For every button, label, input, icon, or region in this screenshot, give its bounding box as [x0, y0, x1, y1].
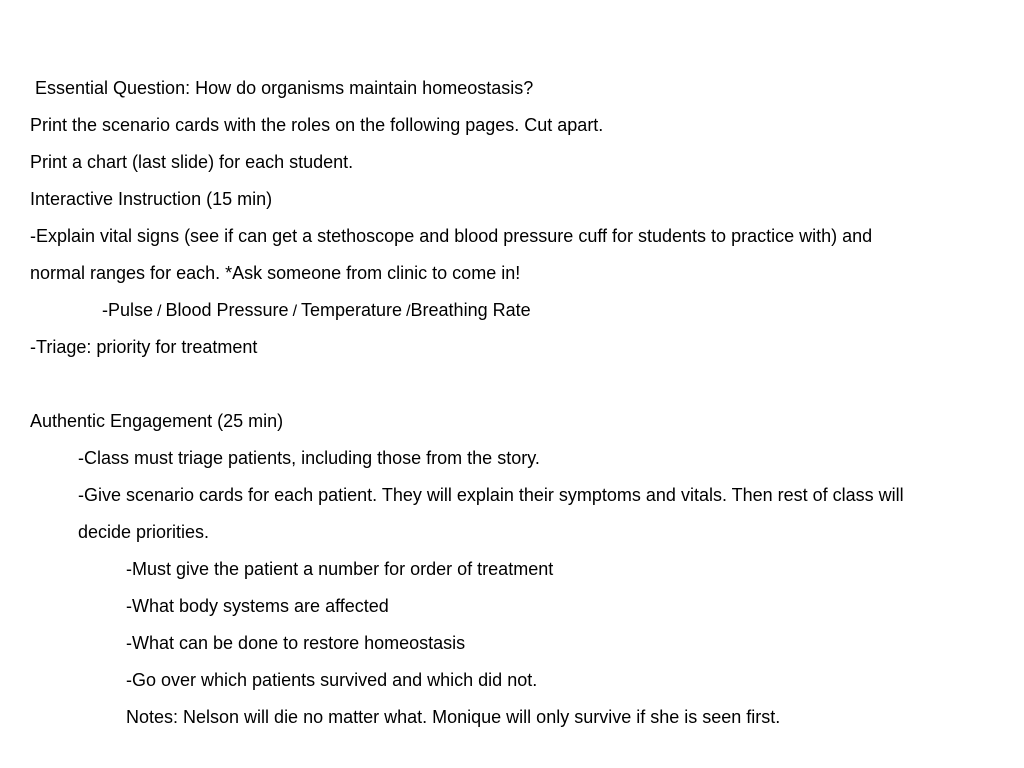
- print-chart-instruction: Print a chart (last slide) for each student.: [30, 152, 354, 172]
- sub-item: -Go over which patients survived and which did not.: [126, 670, 538, 690]
- vital-separator: /: [157, 303, 162, 320]
- sub-item: -Must give the patient a number for order of treatment: [126, 559, 554, 579]
- print-cards-instruction: Print the scenario cards with the roles on the following pages. Cut apart.: [30, 115, 604, 135]
- triage-definition: -Triage: priority for treatment: [30, 337, 258, 357]
- vital-temperature: Temperature: [301, 300, 403, 320]
- class-triage-instruction: -Class must triage patients, including those from the story.: [78, 448, 540, 468]
- interactive-instruction-heading: Interactive Instruction (15 min): [30, 189, 273, 209]
- notes: Notes: Nelson will die no matter what. Monique will only survive if she is seen first.: [126, 707, 781, 727]
- vital-separator: /: [292, 303, 298, 320]
- vital-signs-line-1: -Explain vital signs (see if can get a stethoscope and blood pressure cuff for students to practice with) and: [30, 226, 873, 246]
- vital-signs-list: [102, 299, 531, 323]
- sub-item: -What can be done to restore homeostasis: [126, 633, 466, 653]
- authentic-engagement-heading: Authentic Engagement (25 min): [30, 411, 284, 431]
- scenario-cards-line-1: -Give scenario cards for each patient. They will explain their symptoms and vitals. Then rest of class will: [78, 485, 904, 505]
- vital-separator: /: [406, 303, 411, 320]
- vital-blood-pressure: Blood Pressure: [165, 300, 289, 320]
- vital-signs-line-2: normal ranges for each. *Ask someone from clinic to come in!: [30, 263, 521, 283]
- scenario-cards-line-2: decide priorities.: [78, 522, 210, 542]
- vital-breathing-rate: Breathing Rate: [410, 300, 531, 320]
- vital-pulse: -Pulse: [102, 300, 154, 320]
- sub-item: -What body systems are affected: [126, 596, 389, 616]
- essential-question: Essential Question: How do organisms maintain homeostasis?: [35, 78, 534, 98]
